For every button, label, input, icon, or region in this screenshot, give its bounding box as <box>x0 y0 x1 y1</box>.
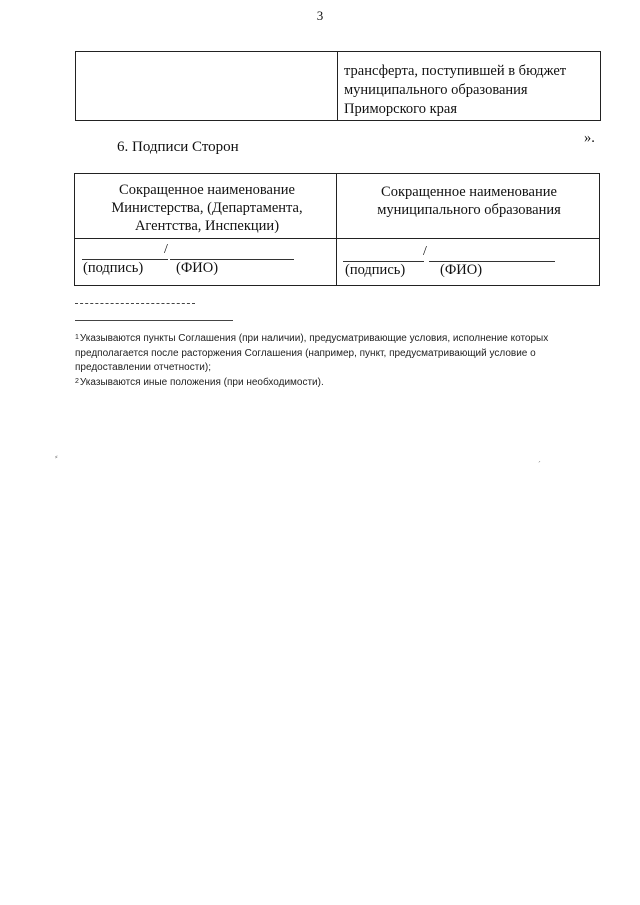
footnote-separator <box>75 303 195 304</box>
municipality-header <box>343 183 595 219</box>
continuation-line: Приморского края <box>344 101 458 117</box>
closing-quote: ». <box>584 130 595 146</box>
scan-speck: ˊ <box>538 460 541 469</box>
column-divider <box>336 174 337 285</box>
municipality-signature-label: (подпись) <box>345 262 406 278</box>
header-line: Сокращенное наименование <box>381 184 557 200</box>
continuation-cell-text <box>344 62 594 119</box>
scan-speck: ⸗ <box>55 452 58 461</box>
section-heading: 6. Подписи Сторон <box>117 139 239 155</box>
signatures-table <box>74 173 600 286</box>
ministry-name-label: (ФИО) <box>176 260 219 276</box>
footnote-1 <box>75 332 605 376</box>
row-divider <box>75 238 599 239</box>
signature-separator: / <box>423 244 427 259</box>
header-line: Сокращенное наименование <box>119 182 295 198</box>
footnote-separator <box>75 320 233 321</box>
footnote-marker: 2 <box>75 377 79 385</box>
footnote-text: Указываются иные положения (при необходимости). <box>79 376 324 388</box>
signature-separator: / <box>164 242 168 257</box>
ministry-header <box>83 181 331 235</box>
header-line: муниципального образования <box>377 202 561 218</box>
footnote-text: Указываются пункты Соглашения (при наличии), предусматривающие условия, исполнение которых предполагается после расторжения Соглашения (например, пункт, предусматривающий условие о предоставлении отчетности); <box>75 333 549 373</box>
continuation-line: трансферта, поступившей в бюджет <box>344 63 567 79</box>
header-line: Министерства, (Департамента, <box>111 200 303 216</box>
continuation-table <box>75 51 601 121</box>
header-line: Агентства, Инспекции) <box>134 218 280 234</box>
column-divider <box>337 52 338 120</box>
footnote-2 <box>75 376 605 391</box>
continuation-line: муниципального образования <box>344 82 528 98</box>
ministry-signature-label: (подпись) <box>83 260 144 276</box>
footnotes <box>75 332 605 390</box>
page-number: 3 <box>316 8 324 23</box>
municipality-name-label: (ФИО) <box>440 262 483 278</box>
footnote-marker: 1 <box>75 334 79 341</box>
